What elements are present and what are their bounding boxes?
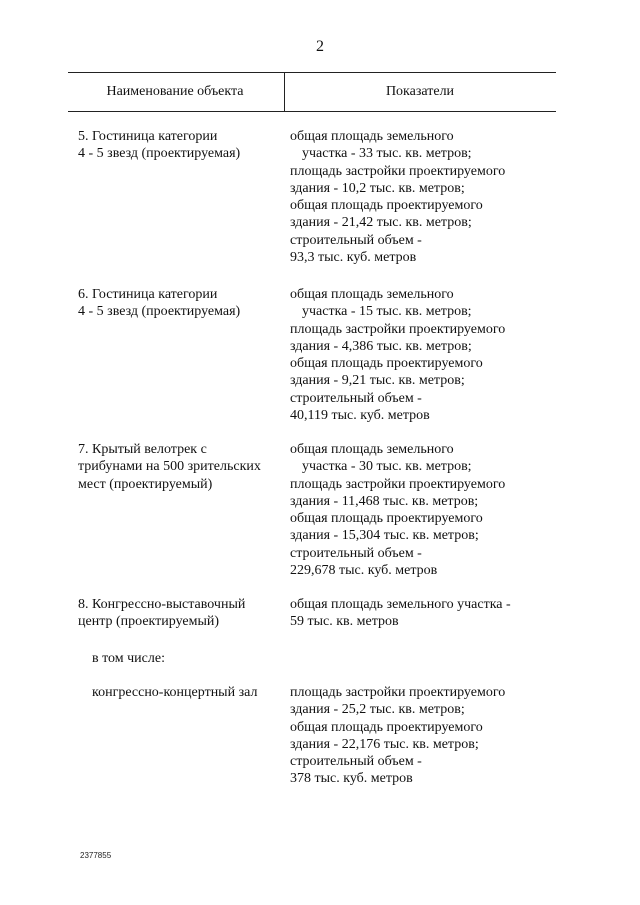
subrow-indicators: [290, 684, 505, 788]
table-header-bottom-rule: [68, 111, 556, 112]
indicator-line: 40,119 тыс. куб. метров: [290, 408, 430, 424]
header-indicators-column: Показатели: [385, 84, 455, 99]
indicator-line: общая площадь проектируемого: [290, 511, 483, 527]
indicator-line: общая площадь проектируемого: [290, 198, 483, 214]
indicator-line: общая площадь проектируемого: [290, 719, 483, 735]
row-8-name-line: центр (проектируемый): [78, 614, 220, 630]
indicator-line: общая площадь земельного: [290, 287, 454, 302]
indicator-line: 59 тыс. кв. метров: [290, 614, 399, 630]
page-number: 2: [316, 38, 324, 55]
indicator-line: здания - 9,21 тыс. кв. метров;: [290, 373, 465, 389]
indicator-line: общая площадь земельного участка -: [290, 597, 511, 612]
indicator-line: строительный объем -: [290, 390, 422, 406]
indicator-line: здания - 10,2 тыс. кв. метров;: [290, 180, 465, 196]
row-5-name-line: 4 - 5 звезд (проектируемая): [78, 146, 241, 162]
indicator-line: здания - 21,42 тыс. кв. метров;: [290, 215, 472, 231]
including-label: в том числе:: [92, 651, 165, 666]
row-5-name-line: 5. Гостиница категории: [78, 129, 218, 144]
indicator-line: площадь застройки проектируемого: [290, 685, 506, 700]
indicator-line: здания - 15,304 тыс. кв. метров;: [290, 528, 479, 544]
indicator-line: общая площадь земельного: [290, 442, 454, 457]
indicator-line: здания - 25,2 тыс. кв. метров;: [290, 702, 465, 718]
subrow-name: конгрессно-концертный зал: [92, 685, 258, 700]
indicator-line: 229,678 тыс. куб. метров: [290, 563, 438, 579]
indicator-line: участка - 33 тыс. кв. метров;: [302, 146, 472, 162]
row-7-name: [78, 441, 261, 493]
row-8-name: [78, 596, 245, 631]
row-7-indicators: [290, 441, 505, 579]
row-6-name-line: 4 - 5 звезд (проектируемая): [78, 304, 241, 320]
indicator-line: строительный объем -: [290, 232, 422, 248]
indicator-line: участка - 15 тыс. кв. метров;: [302, 304, 472, 320]
row-8-name-line: 8. Конгрессно-выставочный: [78, 597, 246, 612]
indicator-line: площадь застройки проектируемого: [290, 321, 506, 337]
row-6-indicators: [290, 286, 505, 424]
indicator-line: строительный объем -: [290, 545, 422, 561]
row-6-name: [78, 286, 240, 321]
row-5-indicators: [290, 128, 505, 266]
indicator-line: строительный объем -: [290, 754, 422, 770]
row-7-name-line: 7. Крытый велотрек с: [78, 442, 207, 457]
indicator-line: общая площадь проектируемого: [290, 356, 483, 372]
footer-document-code: 2377855: [80, 851, 112, 860]
row-6-name-line: 6. Гостиница категории: [78, 287, 218, 302]
row-8-indicators: [290, 596, 511, 631]
indicator-line: площадь застройки проектируемого: [290, 476, 506, 492]
row-7-name-line: трибунами на 500 зрительских: [78, 459, 261, 475]
indicator-line: здания - 4,386 тыс. кв. метров;: [290, 338, 472, 354]
indicator-line: здания - 11,468 тыс. кв. метров;: [290, 493, 479, 509]
indicator-line: здания - 22,176 тыс. кв. метров;: [290, 736, 479, 752]
row-5-name: [78, 128, 240, 163]
indicator-line: 93,3 тыс. куб. метров: [290, 250, 417, 266]
indicator-line: участка - 30 тыс. кв. метров;: [302, 459, 472, 475]
indicator-line: площадь застройки проектируемого: [290, 163, 506, 179]
indicator-line: общая площадь земельного: [290, 129, 454, 144]
indicator-line: 378 тыс. куб. метров: [290, 771, 413, 787]
header-name-column: Наименование объекта: [106, 84, 244, 99]
row-7-name-line: мест (проектируемый): [78, 476, 213, 492]
